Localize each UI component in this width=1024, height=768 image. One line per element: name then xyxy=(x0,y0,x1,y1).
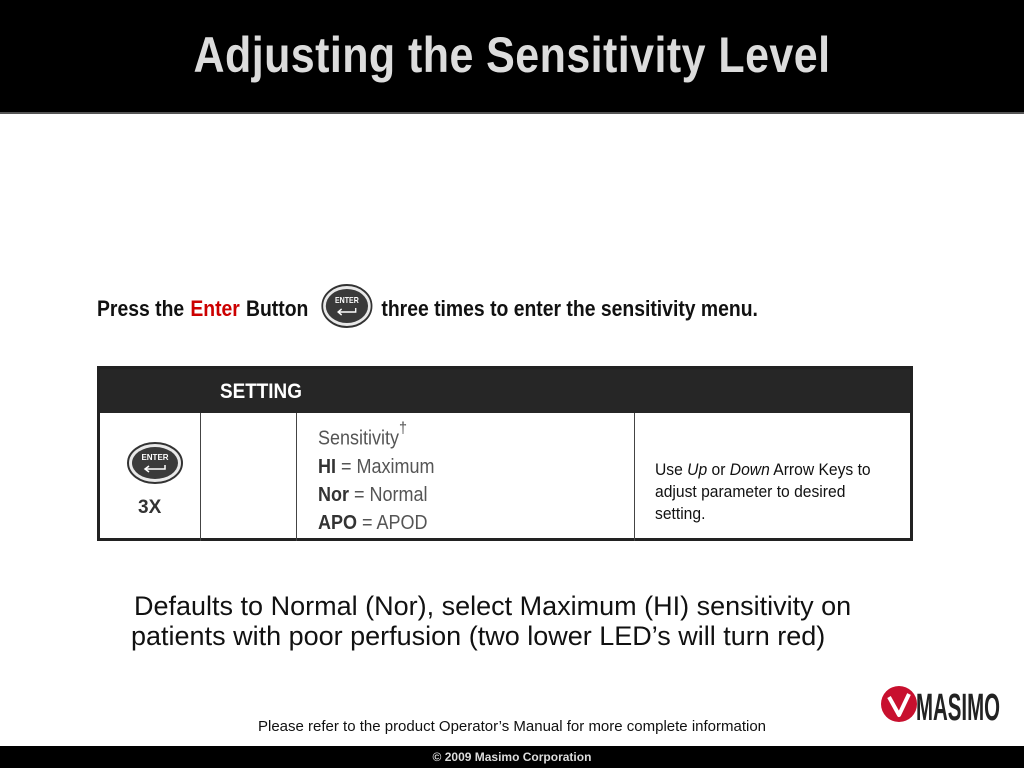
option-sep: = xyxy=(354,483,365,506)
enter-icon-label: ENTER xyxy=(141,453,169,462)
help-or: or xyxy=(711,460,726,479)
column-divider xyxy=(634,413,635,541)
option-row xyxy=(318,453,435,481)
help-rest: Arrow Keys to adjust parameter to desired setting. xyxy=(655,460,871,523)
option-title-text: Sensitivity xyxy=(318,427,400,450)
instruction-suffix: three times to enter the sensitivity menu. xyxy=(381,296,758,321)
option-sep: = xyxy=(362,511,373,534)
instruction-accent: Enter xyxy=(190,296,240,321)
option-code: Nor xyxy=(318,483,350,506)
table-header xyxy=(100,369,910,413)
reference-note: Please refer to the product Operator’s Manual for more complete information xyxy=(257,718,767,735)
option-code: APO xyxy=(318,511,358,534)
option-code: HI xyxy=(318,455,336,478)
default-note: Defaults to Normal (Nor), select Maximum (HI) sensitivity on patients with poor perfusion (two lower LED’s will turn red) xyxy=(131,591,852,651)
help-text xyxy=(655,459,885,525)
enter-button-icon xyxy=(126,441,184,490)
table-header-label: SETTING xyxy=(220,380,302,403)
enter-button-icon xyxy=(321,283,374,335)
sensitivity-options xyxy=(318,419,435,537)
option-meaning: APOD xyxy=(376,511,428,534)
slide-title: Adjusting the Sensitivity Level xyxy=(193,27,831,83)
help-up: Up xyxy=(687,460,708,479)
logo-text: MASIMO xyxy=(916,687,1000,729)
instruction-prefix: Press the xyxy=(97,296,185,321)
footer-bar xyxy=(0,746,1024,768)
column-divider xyxy=(296,413,297,541)
enter-icon-label: ENTER xyxy=(335,295,359,306)
option-row xyxy=(318,509,435,537)
option-title xyxy=(318,419,435,453)
setting-table xyxy=(97,366,913,541)
instruction-line xyxy=(97,291,758,327)
option-row xyxy=(318,481,435,509)
instruction-middle: Button xyxy=(245,296,309,321)
option-meaning: Maximum xyxy=(356,455,435,478)
copyright: © 2009 Masimo Corporation xyxy=(432,750,592,764)
help-down: Down xyxy=(729,460,770,479)
enter-press-cell xyxy=(100,413,200,541)
option-sep: = xyxy=(341,455,352,478)
help-use: Use xyxy=(655,460,683,479)
option-meaning: Normal xyxy=(369,483,428,506)
press-count: 3X xyxy=(138,497,162,518)
dagger-mark: † xyxy=(399,420,408,437)
title-bar xyxy=(0,0,1024,114)
column-divider xyxy=(200,413,201,541)
